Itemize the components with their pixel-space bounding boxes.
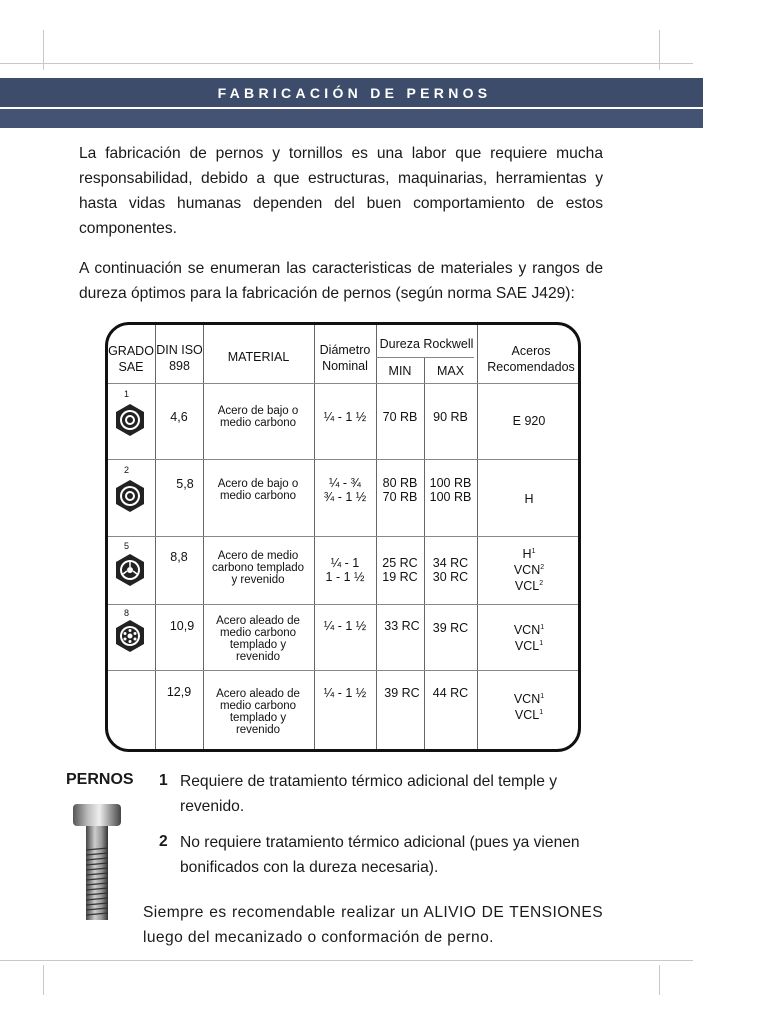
aceros-value: VCN — [513, 563, 541, 578]
crop-mark — [0, 63, 693, 64]
crop-mark — [43, 965, 44, 995]
header-material: MATERIAL — [227, 350, 290, 364]
aceros-value: VCL — [514, 708, 540, 723]
din-value: 5,8 — [176, 477, 194, 491]
din-value: 8,8 — [170, 550, 188, 564]
material-value: Acero aleado de medio carbono templado y revenido — [216, 688, 300, 736]
aceros-value: VCL — [514, 639, 540, 654]
footnote-mark: 2 — [539, 580, 544, 588]
aceros-value: H — [524, 492, 534, 506]
header-aceros: Aceros Recomendados — [487, 344, 575, 374]
aceros-list — [477, 621, 581, 653]
intro-paragraph-2: A continuación se enumeran las caracteristicas de materiales y rangos de dureza óptimos para la fabricación de pernos (según norma SAE J429): — [79, 260, 603, 302]
closing-text: Siempre es recomendable realizar un ALIVIO DE TENSIONES luego del mecanizado o conformación de perno. — [143, 904, 603, 946]
pernos-title: PERNOS — [66, 771, 134, 788]
header-min: MIN — [388, 364, 412, 378]
aceros-value: H — [522, 547, 532, 562]
grade-number: 1 — [124, 389, 130, 399]
diametro-value: ¼ - 1 1 - 1 ½ — [325, 556, 365, 584]
page-title: FABRICACIÓN DE PERNOS — [217, 85, 492, 101]
footnote-mark: 1 — [539, 640, 544, 648]
footnote-mark: 1 — [531, 548, 536, 555]
hex-bolt-head-icon — [113, 553, 147, 587]
min-value: 80 RB 70 RB — [382, 476, 418, 504]
footnote-mark: 1 — [540, 693, 545, 700]
aceros-list — [477, 545, 581, 593]
grade-number: 2 — [124, 465, 130, 475]
diametro-value: ¼ - 1 ½ — [323, 619, 367, 633]
min-value: 25 RC 19 RC — [382, 556, 418, 584]
max-value: 44 RC — [432, 686, 469, 700]
min-value: 70 RB — [382, 410, 418, 424]
header-grado-sae: GRADO SAE — [108, 344, 154, 374]
aceros-value: VCL — [514, 579, 540, 594]
aceros-value: VCN — [513, 623, 541, 638]
hex-bolt-head-icon — [113, 403, 147, 437]
crop-mark — [659, 965, 660, 995]
max-value: 100 RB 100 RB — [429, 476, 472, 504]
max-value: 90 RB — [433, 410, 468, 424]
max-value: 34 RC 30 RC — [432, 556, 469, 584]
min-value: 39 RC — [384, 686, 420, 700]
din-value: 10,9 — [169, 619, 195, 633]
footnote-mark: 1 — [540, 624, 545, 631]
header-max: MAX — [436, 364, 465, 378]
header-banner-lower — [0, 109, 703, 128]
note-text: Requiere de tratamiento térmico adicional del temple y revenido. — [180, 773, 558, 815]
material-value: Acero de medio carbono templado y revenido — [211, 550, 305, 586]
crop-mark — [659, 30, 660, 70]
din-value: 12,9 — [166, 685, 192, 699]
note-text: No requiere tratamiento térmico adicional (pues ya vienen bonificados con la dureza necesaria). — [180, 834, 580, 876]
footnote-mark: 1 — [539, 709, 544, 717]
header-dureza: Dureza Rockwell — [379, 337, 474, 351]
header-diametro: Diámetro Nominal — [319, 343, 371, 373]
diametro-value: ¼ - 1 ½ — [323, 410, 367, 424]
aceros-list — [477, 690, 581, 722]
material-value: Acero de bajo o medio carbono — [217, 405, 299, 429]
crop-mark — [43, 30, 44, 70]
grade-number: 5 — [124, 541, 130, 551]
hex-bolt-head-icon — [113, 479, 147, 513]
note-number: 2 — [159, 833, 168, 850]
crop-mark — [0, 960, 693, 961]
bolt-photo-icon — [72, 800, 122, 922]
material-value: Acero aleado de medio carbono templado y revenido — [216, 615, 300, 663]
intro-paragraph-1: La fabricación de pernos y tornillos es una labor que requiere mucha responsabilidad, debido a que estructuras, maquinarias, herramientas y hasta vidas humanas dependen del buen comportamiento de estos componentes. — [79, 145, 603, 237]
hex-bolt-head-icon — [113, 619, 147, 653]
note-number: 1 — [159, 772, 168, 789]
sae-grades-table — [105, 322, 581, 752]
material-value: Acero de bajo o medio carbono — [217, 478, 299, 502]
header-din-iso: DIN ISO 898 — [156, 343, 203, 373]
min-value: 33 RC — [384, 619, 420, 633]
footnote-mark: 2 — [540, 564, 545, 572]
diametro-value: ¼ - 1 ½ — [323, 686, 367, 700]
diametro-value: ¼ - ¾ ¾ - 1 ½ — [323, 476, 367, 504]
aceros-value: E 920 — [512, 414, 546, 428]
aceros-value: VCN — [513, 692, 541, 707]
max-value: 39 RC — [432, 621, 469, 635]
din-value: 4,6 — [170, 410, 188, 424]
grade-number: 8 — [124, 608, 130, 618]
